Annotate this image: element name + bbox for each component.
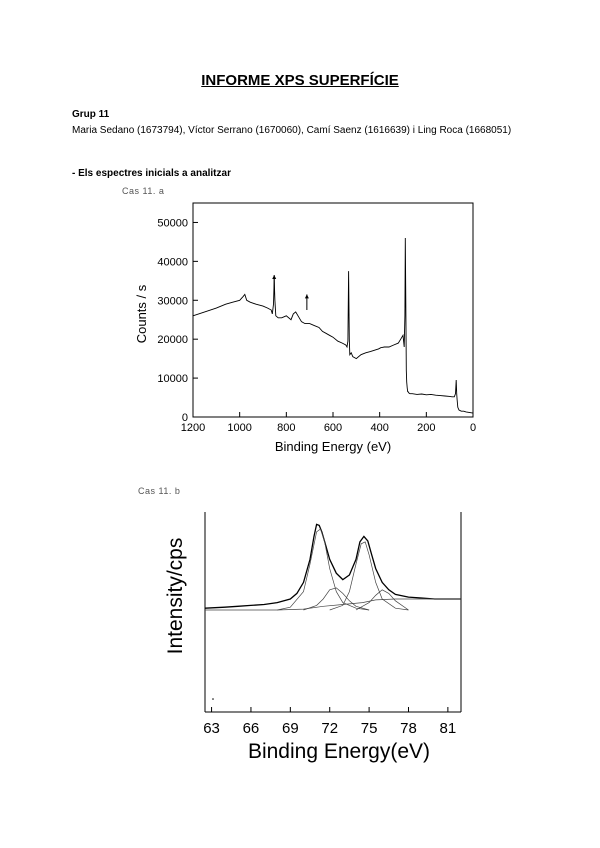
chart-a-caption: Cas 11. a [122,186,165,196]
chart-b-x-tick-label: 63 [203,720,220,737]
chart-b-series-line [205,524,461,608]
chart-b-x-tick-label: 81 [439,720,457,737]
chart-b-x-axis-label: Binding Energy(eV) [247,740,431,763]
chart-b-stray-mark [212,698,214,700]
chart-a-y-tick-label: 10000 [157,373,188,386]
chart-a-y-tick-label: 0 [181,412,188,424]
chart-b-x-tick-label: 72 [321,720,339,737]
chart-a-y-axis-label: Counts / s [134,284,149,344]
chart-a-y-tick-label: 20000 [157,334,188,347]
chart-b-x-tick-label: 78 [400,720,417,737]
chart-a-y-tick-label: 40000 [157,256,188,269]
group-members: Maria Sedano (1673794), Víctor Serrano (1670060), Camí Saenz (1616639) i Ling Roca (1668051) [72,125,512,136]
chart-a-x-tick-label: 400 [370,422,389,434]
chart-a-y-tick-label: 30000 [157,295,188,308]
chart-a-x-tick-label: 800 [277,422,296,434]
chart-a-x-axis-label: Binding Energy (eV) [274,439,392,454]
chart-b-x-tick-label: 75 [360,720,378,737]
report-title: INFORME XPS SUPERFÍCIE [201,72,399,89]
chart-b-series-line [205,599,461,610]
chart-a-x-tick-label: 1000 [227,422,252,434]
chart-b-caption: Cas 11. b [138,486,181,496]
chart-b-x-tick-label: 66 [242,720,260,737]
chart-a-x-tick-label: 1200 [180,422,206,434]
section-heading: - Els espectres inicials a analitzar [72,168,231,179]
chart-b-x-tick-label: 69 [281,720,299,737]
chart-b-y-axis-label: Intensity/cps [164,537,187,655]
chart-a-x-tick-label: 0 [469,422,477,434]
chart-a-y-tick-label: 50000 [157,217,188,230]
chart-a-x-tick-label: 200 [417,422,436,434]
group-label: Grup 11 [72,109,110,120]
chart-a-x-tick-label: 600 [323,422,343,434]
